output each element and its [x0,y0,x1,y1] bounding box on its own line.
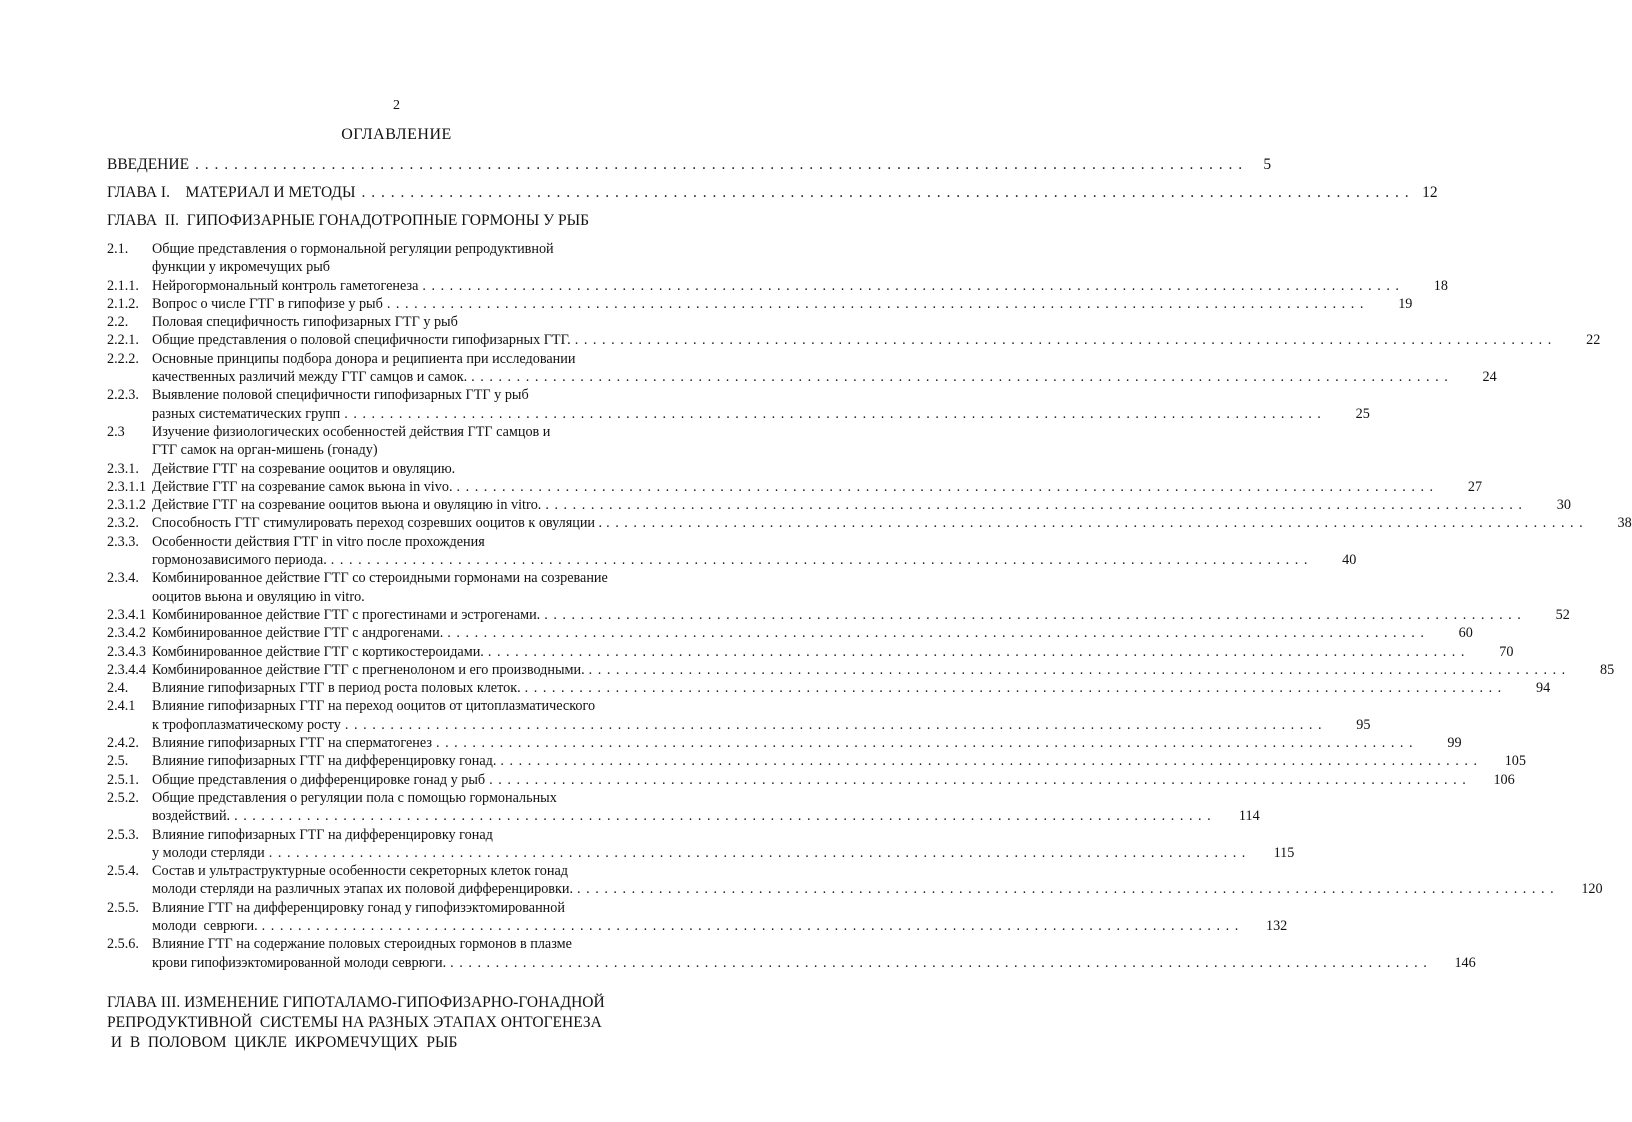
toc-entry-text: Действие ГТГ на созревание ооцитов и овуляцию. [152,460,456,477]
toc-entry[interactable] [107,679,1551,697]
toc-entry[interactable] [107,935,1476,972]
toc-entry-page: 146 [1454,954,1476,971]
toc-entry-page: 38 [1617,515,1632,532]
toc-entry-number: 2.5.5. [107,899,139,916]
toc-entry-text: молоди севрюги. [152,917,258,934]
toc-entry-number: 2.5.1. [107,771,139,788]
toc-entry-page: 22 [1586,332,1601,349]
dot-leader [589,661,1567,679]
dot-leader [577,880,1555,898]
toc-entry-text: Комбинированное действие ГТГ с прогестинами и эстрогенами. [152,606,541,623]
toc-entry-text: разных систематических групп [152,405,341,422]
dot-leader [422,277,1400,295]
toc-entry-number: 2.4.2. [107,735,139,752]
dot-leader [489,771,1467,789]
toc-entry[interactable] [107,350,1497,387]
toc-entry[interactable] [107,734,1462,752]
dot-leader [575,331,1553,349]
toc-entry-text: Общие представления о дифференцировке гонад у рыб [152,771,486,788]
chapter-3-line: И В ПОЛОВОМ ЦИКЛЕ ИКРОМЕЧУЩИХ РЫБ [107,1034,458,1051]
toc-entry-text: Состав и ультраструктурные особенности секреторных клеток гонад [152,863,568,880]
toc-entry-text: ооцитов вьюна и овуляцию in vitro. [152,588,365,605]
toc-entry-label: ВВЕДЕНИЕ [107,156,190,173]
toc-entry-text: Действие ГТГ на созревание самок вьюна in vivo. [152,478,453,495]
toc-entry-text: функции у икромечущих рыб [152,259,330,276]
toc-entry-number: 2.3.4. [107,570,139,587]
toc-entry-number: 2.2. [107,314,129,331]
toc-entry[interactable] [107,789,1260,826]
toc-entry-number: 2.5.2. [107,789,139,806]
toc-entry-text: ГТГ самок на орган-мишень (гонаду) [152,442,378,459]
toc-entry-page: 60 [1458,625,1473,642]
toc-entry-page: 70 [1499,643,1514,660]
toc-entry-text: Влияние гипофизарных ГТГ на дифференцировку гонад [152,826,493,843]
page-number: 2 [393,98,400,113]
toc-entry-page: 99 [1447,735,1462,752]
toc-entry-page: 30 [1556,497,1571,514]
toc-entry-page: 25 [1355,405,1370,422]
dot-leader [447,624,1425,642]
toc-entry-page: 95 [1356,716,1371,733]
toc-entry-number: 2.4. [107,680,129,697]
toc-entry-page: 52 [1555,606,1570,623]
toc-entry-number: 2.3.1.2 [107,497,147,514]
toc-entry-number: 2.1. [107,241,129,257]
toc-entry-label: ГЛАВА I. МАТЕРИАЛ И МЕТОДЫ [107,184,356,201]
toc-entry[interactable] [107,752,1526,770]
toc-entry-text: Влияние ГТГ на дифференцировку гонад у гипофизэктомированной [152,899,565,916]
toc-entry-text: Общие представления о половой специфичности гипофизарных ГТГ. [152,332,571,349]
dot-leader [362,184,1410,202]
toc-entry-chapter-1[interactable] [107,184,1438,206]
toc-entry-text: воздействий. [152,808,231,825]
toc-entry-text: Комбинированное действие ГТГ с андрогенами. [152,625,444,642]
toc-entry-number: 2.4.1 [107,698,136,715]
toc-entry-text: крови гипофизэктомированной молоди севрюги. [152,954,447,971]
toc-entry-page: 114 [1238,808,1260,825]
toc-entry-page: 120 [1581,881,1603,898]
toc-entry-number: 2.3.4.2 [107,625,147,642]
toc-entry-number: 2.3.4.3 [107,643,147,660]
toc-entry-text: Половая специфичность гипофизарных ГТГ у рыб [152,314,458,331]
toc-entry-text: качественных различий между ГТГ самцов и самок. [152,369,468,386]
dot-leader [500,752,1478,770]
toc-entry-text: к трофоплазматическому росту [152,716,341,733]
toc-entries-list [107,240,1632,972]
dot-leader [387,295,1365,313]
toc-entry-text: Изучение физиологических особенностей действия ГТГ самцов и [152,423,551,440]
toc-entry-text: Комбинированное действие ГТГ с прегненолоном и его производными. [152,661,585,678]
toc-entry-page: 94 [1536,680,1551,697]
toc-entry-text: Влияние гипофизарных ГТГ на переход ооцитов от цитоплазматического [152,698,596,715]
toc-entry-text: Комбинированное действие ГТГ с кортикостероидами. [152,643,484,660]
toc-entry-page: 115 [1273,844,1295,861]
toc-entry[interactable] [107,533,1357,570]
dot-leader [436,734,1414,752]
toc-entry-text: Влияние гипофизарных ГТГ на сперматогенез [152,735,432,752]
dot-leader [606,514,1584,532]
toc-entry[interactable] [107,826,1295,863]
toc-entry[interactable] [107,697,1371,734]
chapter-3-line: РЕПРОДУКТИВНОЙ СИСТЕМЫ НА РАЗНЫХ ЭТАПАХ ОНТОГЕНЕЗА [107,1014,602,1031]
toc-entry-page: 24 [1482,369,1497,386]
toc-entry-number: 2.3 [107,423,125,440]
toc-entry[interactable] [107,277,1448,295]
toc-entry-text: Выявление половой специфичности гипофизарных ГТГ у рыб [152,387,529,404]
toc-entry[interactable] [107,313,713,331]
toc-entry[interactable] [107,643,1514,661]
toc-entry[interactable] [107,569,713,606]
toc-entry[interactable] [107,862,1603,899]
toc-entry[interactable] [107,423,713,460]
dot-leader [488,643,1466,661]
toc-entry-number: 2.1.2. [107,295,139,312]
toc-entry-number: 2.3.2. [107,515,139,532]
toc-entry-page: 5 [1263,156,1272,173]
toc-entry-page: 105 [1504,753,1526,770]
dot-leader [269,844,1247,862]
toc-entry-intro[interactable] [107,156,1272,178]
dot-leader [345,716,1323,734]
toc-entry-number: 2.3.4.1 [107,606,147,623]
dot-leader [331,551,1309,569]
toc-entry-text: Влияние гипофизарных ГТГ в период роста половых клеток. [152,680,521,697]
toc-entry-number: 2.2.2. [107,350,139,367]
dot-leader [545,496,1523,514]
toc-entry-page: 40 [1342,552,1357,569]
toc-entry-number: 2.3.1.1 [107,478,147,495]
toc-entry-text: Комбинированное действие ГТГ со стероидными гормонами на созревание [152,570,608,587]
toc-entry-page: 106 [1493,771,1515,788]
dot-leader [262,917,1240,935]
toc-entry[interactable] [107,606,1570,624]
toc-entry[interactable] [107,514,1632,532]
toc-entry-text: Основные принципы подбора донора и реципиента при исследовании [152,350,576,367]
toc-entry[interactable] [107,899,1288,936]
toc-entry-page: 85 [1600,661,1615,678]
toc-entry-number: 2.3.4.4 [107,661,147,678]
toc-title: ОГЛАВЛЕНИЕ [341,126,452,143]
dot-leader [525,679,1503,697]
toc-entry[interactable] [107,478,1483,496]
toc-entry[interactable] [107,771,1515,789]
toc-entry-number: 2.2.3. [107,387,139,404]
toc-entry[interactable] [107,331,1601,349]
toc-entry-number: 2.5.6. [107,936,139,953]
dot-leader [450,954,1428,972]
toc-entry-page: 27 [1467,478,1483,495]
dot-leader [195,156,1243,174]
dot-leader [471,368,1449,386]
toc-entry[interactable] [107,460,713,478]
toc-entry-number: 2.5.3. [107,826,139,843]
toc-entry-page: 19 [1398,295,1413,312]
toc-entry-text: Влияние гипофизарных ГТГ на дифференцировку гонад. [152,753,497,770]
toc-entry-text: у молоди стерляди [152,844,265,861]
chapter-3-line: ГЛАВА III. ИЗМЕНЕНИЕ ГИПОТАЛАМО-ГИПОФИЗАРНО-ГОНАДНОЙ [107,994,605,1011]
toc-entry-number: 2.5. [107,753,129,770]
toc-entry-number: 2.3.3. [107,533,139,550]
toc-entry[interactable] [107,624,1473,642]
toc-entry-page: 12 [1422,184,1438,201]
toc-entry-text: молоди стерляди на различных этапах их половой дифференцировки. [152,881,574,898]
toc-entry-number: 2.3.1. [107,460,139,477]
dot-leader [544,606,1522,624]
toc-entry-text: Вопрос о числе ГТГ в гипофизе у рыб [152,295,383,312]
toc-entry-page: 132 [1265,917,1288,934]
toc-entry-number: 2.1.1. [107,277,139,294]
toc-entry[interactable] [107,386,1370,423]
chapter-3-heading [107,993,707,1053]
toc-entry-number: 2.2.1. [107,332,139,349]
toc-entry-text: Общие представления о гормональной регуляции репродуктивной [152,241,554,257]
toc-entry[interactable] [107,295,1413,313]
dot-leader [457,478,1435,496]
toc-entry-number: 2.5.4. [107,863,139,880]
toc-entry-text: гормонозависимого периода. [152,552,327,569]
toc-entry[interactable] [107,661,1615,679]
dot-leader [344,405,1322,423]
toc-entry-text: Действие ГТГ на созревание ооцитов вьюна и овуляцию in vitro. [152,497,542,514]
toc-entry-text: Нейрогормональный контроль гаметогенеза [152,277,419,294]
toc-entry-text: Влияние ГТГ на содержание половых стероидных гормонов в плазме [152,936,572,953]
toc-entry-page: 18 [1433,277,1448,294]
toc-entry[interactable] [107,496,1571,514]
toc-entry-text: Особенности действия ГТГ in vitro после прохождения [152,533,485,550]
toc-entry-text: Способность ГТГ стимулировать переход созревших ооцитов к овуляции . [152,515,603,532]
chapter-2-heading: ГЛАВА II. ГИПОФИЗАРНЫЕ ГОНАДОТРОПНЫЕ ГОРМОНЫ У РЫБ [107,212,590,229]
toc-entry[interactable] [107,240,713,277]
toc-entry-text: Общие представления о регуляции пола с помощью гормональных [152,789,557,806]
dot-leader [234,807,1212,825]
